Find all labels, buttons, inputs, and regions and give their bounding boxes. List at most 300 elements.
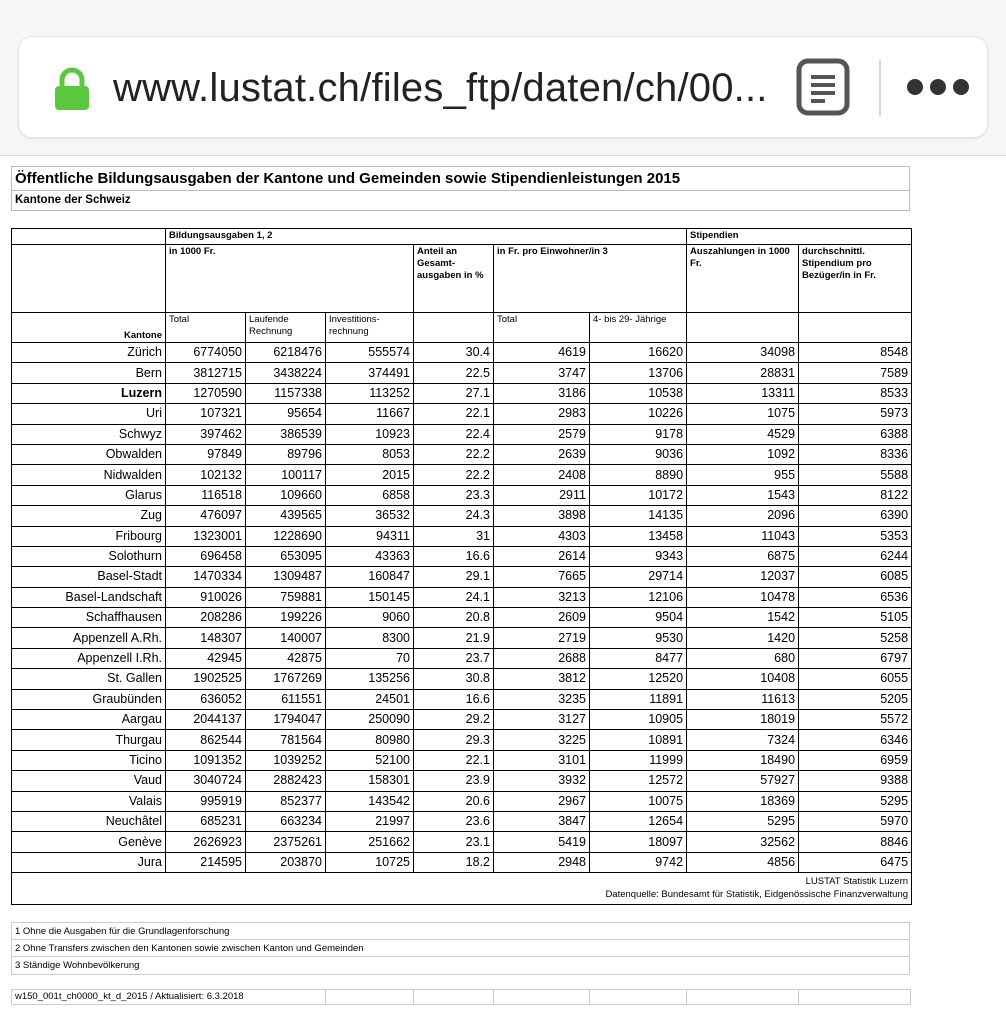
table-cell: 1092 xyxy=(687,444,799,464)
table-cell: 89796 xyxy=(246,444,326,464)
table-cell: 8533 xyxy=(799,383,912,403)
table-cell: 18490 xyxy=(687,750,799,770)
canton-name: Solothurn xyxy=(12,546,166,566)
table-cell: 8300 xyxy=(326,628,414,648)
table-cell: 1323001 xyxy=(166,526,246,546)
table-cell: 995919 xyxy=(166,791,246,811)
table-cell: 5353 xyxy=(799,526,912,546)
table-cell: 11043 xyxy=(687,526,799,546)
canton-name: Aargau xyxy=(12,710,166,730)
table-cell: 2408 xyxy=(494,465,590,485)
table-cell: 8477 xyxy=(590,648,687,668)
table-cell: 42875 xyxy=(246,648,326,668)
table-cell: 109660 xyxy=(246,485,326,505)
file-info-cell xyxy=(326,990,414,1004)
canton-name: Zug xyxy=(12,506,166,526)
table-cell: 397462 xyxy=(166,424,246,444)
table-cell: 9036 xyxy=(590,444,687,464)
canton-name: Thurgau xyxy=(12,730,166,750)
table-cell: 2614 xyxy=(494,546,590,566)
source-datenquelle: Datenquelle: Bundesamt für Statistik, Eidgenössische Finanzverwaltung xyxy=(605,889,909,901)
table-cell: 9742 xyxy=(590,852,687,872)
table-cell: 9504 xyxy=(590,608,687,628)
table-cell: 3186 xyxy=(494,383,590,403)
table-cell: 7665 xyxy=(494,567,590,587)
table-row xyxy=(12,710,912,730)
table-cell: 143542 xyxy=(326,791,414,811)
table-cell: 21997 xyxy=(326,811,414,831)
canton-name: Glarus xyxy=(12,485,166,505)
table-cell: 8890 xyxy=(590,465,687,485)
table-cell: 24.3 xyxy=(414,506,494,526)
canton-name: St. Gallen xyxy=(12,669,166,689)
table-cell: 4856 xyxy=(687,852,799,872)
table-cell: 113252 xyxy=(326,383,414,403)
table-row xyxy=(12,444,912,464)
table-cell: 5105 xyxy=(799,608,912,628)
footnotes xyxy=(11,922,910,975)
table-cell: 23.6 xyxy=(414,811,494,831)
table-cell: 374491 xyxy=(326,363,414,383)
table-cell: 199226 xyxy=(246,608,326,628)
table-cell: 7589 xyxy=(799,363,912,383)
table-cell: 852377 xyxy=(246,791,326,811)
table-cell: 43363 xyxy=(326,546,414,566)
canton-name: Jura xyxy=(12,852,166,872)
canton-name: Genève xyxy=(12,832,166,852)
table-cell: 1470334 xyxy=(166,567,246,587)
table-cell: 10905 xyxy=(590,710,687,730)
table-cell: 28831 xyxy=(687,363,799,383)
table-cell: 1794047 xyxy=(246,710,326,730)
table-cell: 5295 xyxy=(687,811,799,831)
table-cell: 30.4 xyxy=(414,343,494,363)
table-cell: 1309487 xyxy=(246,567,326,587)
canton-name: Uri xyxy=(12,404,166,424)
table-cell: 555574 xyxy=(326,343,414,363)
canton-name: Graubünden xyxy=(12,689,166,709)
table-cell: 11999 xyxy=(590,750,687,770)
table-row xyxy=(12,506,912,526)
table-cell: 8053 xyxy=(326,444,414,464)
table-cell: 6218476 xyxy=(246,343,326,363)
page-subtitle: Kantone der Schweiz xyxy=(15,194,131,206)
table-cell: 102132 xyxy=(166,465,246,485)
table-cell: 23.1 xyxy=(414,832,494,852)
table-cell: 1767269 xyxy=(246,669,326,689)
table-cell: 653095 xyxy=(246,546,326,566)
table-cell: 476097 xyxy=(166,506,246,526)
canton-name: Appenzell A.Rh. xyxy=(12,628,166,648)
table-cell: 23.9 xyxy=(414,771,494,791)
table-cell: 11891 xyxy=(590,689,687,709)
table-cell: 6959 xyxy=(799,750,912,770)
table-cell: 10538 xyxy=(590,383,687,403)
canton-name: Luzern xyxy=(12,383,166,403)
table-cell: 208286 xyxy=(166,608,246,628)
table-cell: 12520 xyxy=(590,669,687,689)
table-cell: 34098 xyxy=(687,343,799,363)
table-cell: 8336 xyxy=(799,444,912,464)
table-cell: 5588 xyxy=(799,465,912,485)
table-row xyxy=(12,689,912,709)
table-cell: 18369 xyxy=(687,791,799,811)
table-cell: 11613 xyxy=(687,689,799,709)
table-row xyxy=(12,669,912,689)
table-cell: 16.6 xyxy=(414,689,494,709)
table-cell: 6774050 xyxy=(166,343,246,363)
table-cell: 696458 xyxy=(166,546,246,566)
table-cell: 13458 xyxy=(590,526,687,546)
table-cell: 3127 xyxy=(494,710,590,730)
table-cell: 9530 xyxy=(590,628,687,648)
file-info-cell xyxy=(494,990,590,1004)
table-cell: 3747 xyxy=(494,363,590,383)
table-cell: 9388 xyxy=(799,771,912,791)
footnote-1: 1 Ohne die Ausgaben für die Grundlagenforschung xyxy=(12,923,909,940)
table-cell: 636052 xyxy=(166,689,246,709)
table-cell: 80980 xyxy=(326,730,414,750)
table-cell: 160847 xyxy=(326,567,414,587)
table-cell: 781564 xyxy=(246,730,326,750)
table-cell: 57927 xyxy=(687,771,799,791)
table-row xyxy=(12,587,912,607)
table-cell: 6858 xyxy=(326,485,414,505)
table-cell: 6390 xyxy=(799,506,912,526)
canton-name: Obwalden xyxy=(12,444,166,464)
canton-name: Valais xyxy=(12,791,166,811)
table-cell: 116518 xyxy=(166,485,246,505)
table-cell: 22.4 xyxy=(414,424,494,444)
table-cell: 22.1 xyxy=(414,404,494,424)
table-cell: 36532 xyxy=(326,506,414,526)
table-cell: 2579 xyxy=(494,424,590,444)
table-cell: 29.3 xyxy=(414,730,494,750)
table-row xyxy=(12,383,912,403)
table-cell: 1270590 xyxy=(166,383,246,403)
file-info-cell xyxy=(414,990,494,1004)
table-cell: 6055 xyxy=(799,669,912,689)
table-row xyxy=(12,404,912,424)
footnote-2: 2 Ohne Transfers zwischen den Kantonen sowie zwischen Kanton und Gemeinden xyxy=(12,940,909,957)
table-cell: 3438224 xyxy=(246,363,326,383)
table-cell: 2882423 xyxy=(246,771,326,791)
table-cell: 135256 xyxy=(326,669,414,689)
header-anteil: Anteil an Gesamt- ausgaben in % xyxy=(414,245,494,313)
table-row xyxy=(12,791,912,811)
table-cell: 3101 xyxy=(494,750,590,770)
table-cell: 2044137 xyxy=(166,710,246,730)
table-row xyxy=(12,608,912,628)
table-cell: 10172 xyxy=(590,485,687,505)
table-cell: 6875 xyxy=(687,546,799,566)
footnote-3: 3 Ständige Wohnbevölkerung xyxy=(15,960,140,971)
table-cell: 3898 xyxy=(494,506,590,526)
table-row xyxy=(12,465,912,485)
table-cell: 22.2 xyxy=(414,444,494,464)
table-row xyxy=(12,424,912,444)
header-group-stipendien: Stipendien xyxy=(687,229,912,245)
table-cell: 150145 xyxy=(326,587,414,607)
table-cell: 1075 xyxy=(687,404,799,424)
table-cell: 24501 xyxy=(326,689,414,709)
header-laufende: Laufende Rechnung xyxy=(246,313,326,343)
table-cell: 251662 xyxy=(326,832,414,852)
canton-name: Schaffhausen xyxy=(12,608,166,628)
table-cell: 2609 xyxy=(494,608,590,628)
table-cell: 203870 xyxy=(246,852,326,872)
table-cell: 1902525 xyxy=(166,669,246,689)
table-cell: 9060 xyxy=(326,608,414,628)
table-cell: 24.1 xyxy=(414,587,494,607)
table-cell: 1420 xyxy=(687,628,799,648)
table-cell: 3225 xyxy=(494,730,590,750)
table-cell: 2948 xyxy=(494,852,590,872)
header-empty-stip xyxy=(799,313,912,343)
header-stipendium: durchschnittl. Stipendium pro Bezüger/in in Fr. xyxy=(799,245,912,313)
table-cell: 955 xyxy=(687,465,799,485)
table-cell: 148307 xyxy=(166,628,246,648)
reader-mode-icon[interactable] xyxy=(795,57,851,117)
table-row xyxy=(12,648,912,668)
table-cell: 29.2 xyxy=(414,710,494,730)
table-cell: 23.7 xyxy=(414,648,494,668)
table-cell: 6536 xyxy=(799,587,912,607)
table-cell: 10075 xyxy=(590,791,687,811)
table-cell: 10226 xyxy=(590,404,687,424)
table-cell: 12037 xyxy=(687,567,799,587)
table-cell: 7324 xyxy=(687,730,799,750)
table-cell: 5205 xyxy=(799,689,912,709)
table-cell: 4303 xyxy=(494,526,590,546)
table-cell: 3812715 xyxy=(166,363,246,383)
table-cell: 5295 xyxy=(799,791,912,811)
table-cell: 12106 xyxy=(590,587,687,607)
table-cell: 5419 xyxy=(494,832,590,852)
page-title: Öffentliche Bildungsausgaben der Kantone und Gemeinden sowie Stipendienleistungen 2015 xyxy=(12,167,909,191)
table-cell: 5970 xyxy=(799,811,912,831)
table-cell: 52100 xyxy=(326,750,414,770)
table-cell: 13311 xyxy=(687,383,799,403)
table-cell: 1228690 xyxy=(246,526,326,546)
canton-name: Zürich xyxy=(12,343,166,363)
header-empty-aus xyxy=(687,313,799,343)
canton-name: Neuchâtel xyxy=(12,811,166,831)
table-cell: 20.6 xyxy=(414,791,494,811)
file-info-cell xyxy=(590,990,687,1004)
table-cell: 2983 xyxy=(494,404,590,424)
table-cell: 20.8 xyxy=(414,608,494,628)
header-age: 4- bis 29- Jährige xyxy=(590,313,687,343)
header-invest: Investitions- rechnung xyxy=(326,313,414,343)
table-row xyxy=(12,485,912,505)
table-cell: 4529 xyxy=(687,424,799,444)
table-cell: 2626923 xyxy=(166,832,246,852)
table-cell: 2967 xyxy=(494,791,590,811)
table-cell: 18097 xyxy=(590,832,687,852)
table-cell: 910026 xyxy=(166,587,246,607)
table-cell: 6475 xyxy=(799,852,912,872)
table-cell: 22.5 xyxy=(414,363,494,383)
table-cell: 2375261 xyxy=(246,832,326,852)
table-cell: 759881 xyxy=(246,587,326,607)
table-cell: 13706 xyxy=(590,363,687,383)
table-cell: 2015 xyxy=(326,465,414,485)
table-cell: 95654 xyxy=(246,404,326,424)
table-cell: 3040724 xyxy=(166,771,246,791)
table-row xyxy=(12,771,912,791)
file-info: w150_001t_ch0000_kt_d_2015 / Aktualisiert: 6.3.2018 xyxy=(12,990,326,1004)
table-cell: 6346 xyxy=(799,730,912,750)
table-row xyxy=(12,546,912,566)
table-cell: 3932 xyxy=(494,771,590,791)
header-auszahlungen: Auszahlungen in 1000 Fr. xyxy=(687,245,799,313)
table-cell: 18019 xyxy=(687,710,799,730)
table-cell: 1543 xyxy=(687,485,799,505)
table-cell: 2911 xyxy=(494,485,590,505)
url-text[interactable]: www.lustat.ch/files_ftp/daten/ch/00... xyxy=(113,66,768,110)
table-cell: 2639 xyxy=(494,444,590,464)
canton-name: Basel-Stadt xyxy=(12,567,166,587)
table-cell: 8122 xyxy=(799,485,912,505)
table-cell: 680 xyxy=(687,648,799,668)
table-cell: 2096 xyxy=(687,506,799,526)
table-cell: 8846 xyxy=(799,832,912,852)
table-cell: 30.8 xyxy=(414,669,494,689)
table-cell: 4619 xyxy=(494,343,590,363)
table-cell: 1039252 xyxy=(246,750,326,770)
table-cell: 685231 xyxy=(166,811,246,831)
source-cell xyxy=(12,873,912,905)
table-cell: 386539 xyxy=(246,424,326,444)
header-total: Total xyxy=(166,313,246,343)
table-cell: 22.1 xyxy=(414,750,494,770)
lock-icon xyxy=(53,67,91,111)
table-cell: 5973 xyxy=(799,404,912,424)
table-cell: 663234 xyxy=(246,811,326,831)
table-cell: 27.1 xyxy=(414,383,494,403)
table-row xyxy=(12,750,912,770)
table-cell: 10725 xyxy=(326,852,414,872)
table-cell: 3235 xyxy=(494,689,590,709)
table-cell: 6085 xyxy=(799,567,912,587)
table-cell: 32562 xyxy=(687,832,799,852)
file-info-cell xyxy=(799,990,910,1004)
table-cell: 3812 xyxy=(494,669,590,689)
table-cell: 8548 xyxy=(799,343,912,363)
canton-name: Schwyz xyxy=(12,424,166,444)
table-cell: 16620 xyxy=(590,343,687,363)
table-cell: 214595 xyxy=(166,852,246,872)
spreadsheet-view xyxy=(0,157,1006,1024)
data-table xyxy=(11,228,912,905)
table-row xyxy=(12,567,912,587)
table-row xyxy=(12,343,912,363)
table-cell: 158301 xyxy=(326,771,414,791)
header-blank xyxy=(12,229,166,245)
table-cell: 12654 xyxy=(590,811,687,831)
header-total-2: Total xyxy=(494,313,590,343)
table-row xyxy=(12,526,912,546)
table-cell: 21.9 xyxy=(414,628,494,648)
header-unit: in 1000 Fr. xyxy=(166,245,414,313)
table-cell: 5258 xyxy=(799,628,912,648)
header-blank-2 xyxy=(12,245,166,313)
table-cell: 1542 xyxy=(687,608,799,628)
canton-name: Fribourg xyxy=(12,526,166,546)
table-cell: 611551 xyxy=(246,689,326,709)
table-cell: 70 xyxy=(326,648,414,668)
table-cell: 12572 xyxy=(590,771,687,791)
table-cell: 14135 xyxy=(590,506,687,526)
table-cell: 11667 xyxy=(326,404,414,424)
table-row xyxy=(12,852,912,872)
table-cell: 29714 xyxy=(590,567,687,587)
canton-name: Basel-Landschaft xyxy=(12,587,166,607)
title-box xyxy=(11,166,910,211)
table-cell: 6797 xyxy=(799,648,912,668)
table-cell: 10923 xyxy=(326,424,414,444)
header-kantone: Kantone xyxy=(12,313,166,343)
table-cell: 10408 xyxy=(687,669,799,689)
table-cell: 22.2 xyxy=(414,465,494,485)
browser-toolbar xyxy=(0,0,1006,156)
table-cell: 23.3 xyxy=(414,485,494,505)
table-body xyxy=(12,343,912,873)
table-cell: 97849 xyxy=(166,444,246,464)
file-info-row xyxy=(11,989,911,1005)
more-dots-icon[interactable] xyxy=(903,71,973,103)
toolbar-separator xyxy=(879,59,881,117)
table-cell: 9178 xyxy=(590,424,687,444)
file-info-cell xyxy=(687,990,799,1004)
table-row xyxy=(12,832,912,852)
table-cell: 107321 xyxy=(166,404,246,424)
table-cell: 16.6 xyxy=(414,546,494,566)
canton-name: Bern xyxy=(12,363,166,383)
table-row xyxy=(12,363,912,383)
table-cell: 100117 xyxy=(246,465,326,485)
table-cell: 18.2 xyxy=(414,852,494,872)
table-cell: 10478 xyxy=(687,587,799,607)
header-per-capita: in Fr. pro Einwohner/in 3 xyxy=(494,245,687,313)
table-cell: 140007 xyxy=(246,628,326,648)
source-lustat: LUSTAT Statistik Luzern xyxy=(805,876,909,888)
table-cell: 94311 xyxy=(326,526,414,546)
table-cell: 5572 xyxy=(799,710,912,730)
table-cell: 250090 xyxy=(326,710,414,730)
table-cell: 2688 xyxy=(494,648,590,668)
canton-name: Nidwalden xyxy=(12,465,166,485)
table-cell: 2719 xyxy=(494,628,590,648)
table-cell: 9343 xyxy=(590,546,687,566)
table-cell: 29.1 xyxy=(414,567,494,587)
table-row xyxy=(12,628,912,648)
table-cell: 862544 xyxy=(166,730,246,750)
table-cell: 31 xyxy=(414,526,494,546)
table-cell: 439565 xyxy=(246,506,326,526)
table-cell: 3213 xyxy=(494,587,590,607)
header-group-bildung: Bildungsausgaben 1, 2 xyxy=(166,229,687,245)
table-cell: 3847 xyxy=(494,811,590,831)
canton-name: Appenzell I.Rh. xyxy=(12,648,166,668)
address-bar[interactable] xyxy=(18,36,988,138)
table-row xyxy=(12,811,912,831)
table-cell: 1157338 xyxy=(246,383,326,403)
table-cell: 10891 xyxy=(590,730,687,750)
header-empty-anteil xyxy=(414,313,494,343)
table-cell: 42945 xyxy=(166,648,246,668)
